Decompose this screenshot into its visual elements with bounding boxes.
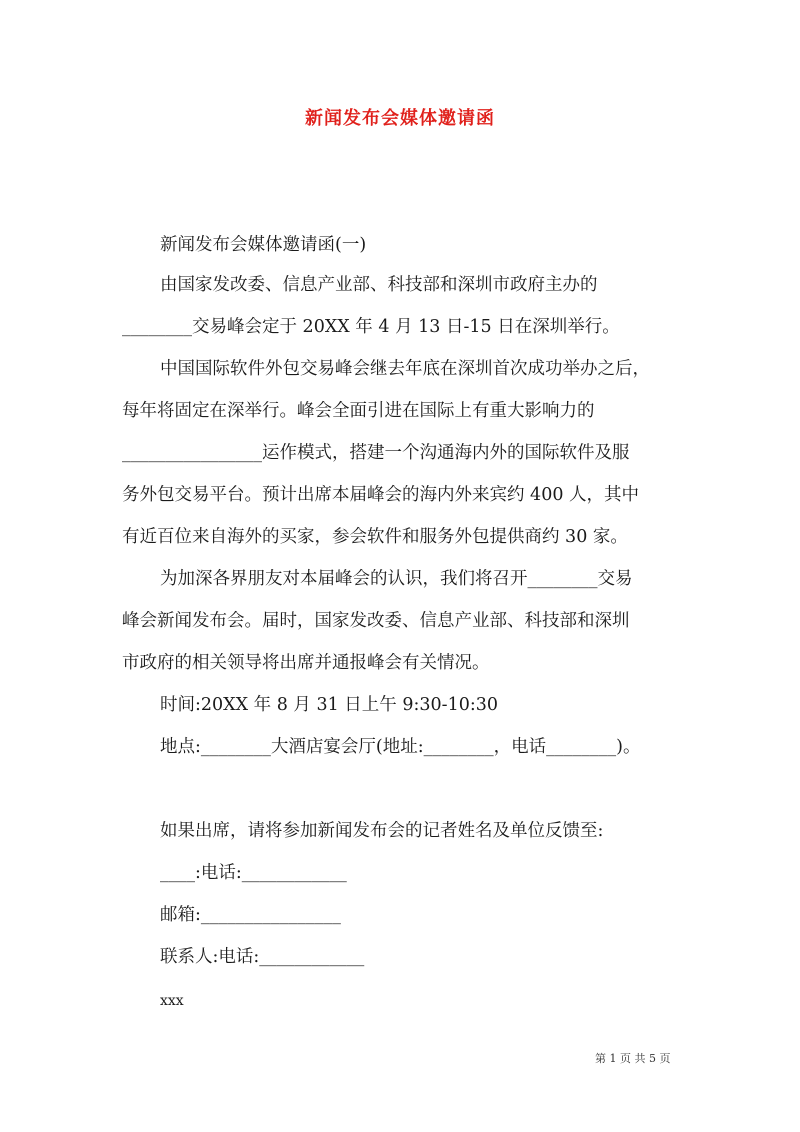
paragraph-line: 市政府的相关领导将出席并通报峰会有关情况。 [122, 653, 490, 673]
page-number: 第 1 页 共 5 页 [595, 1052, 671, 1065]
signature: xxx [160, 993, 184, 1009]
event-time: 时间:20XX 年 8 月 31 日上午 9:30-10:30 [160, 695, 499, 715]
paragraph-line: ________交易峰会定于 20XX 年 4 月 13 日-15 日在深圳举行。 [122, 317, 620, 337]
paragraph-line: 由国家发改委、信息产业部、科技部和深圳市政府主办的 [160, 275, 598, 295]
contact-phone: ____:电话:____________ [160, 863, 347, 883]
contact-person-phone: 联系人:电话:____________ [160, 947, 365, 967]
paragraph-line: 务外包交易平台。预计出席本届峰会的海内外来宾约 400 人，其中 [122, 485, 640, 505]
event-location: 地点:________大酒店宴会厅(地址:________，电话________)。 [160, 737, 641, 757]
section-heading: 新闻发布会媒体邀请函(一) [160, 235, 367, 255]
paragraph-line: 峰会新闻发布会。届时，国家发改委、信息产业部、科技部和深圳 [122, 611, 630, 631]
paragraph-line: 中国国际软件外包交易峰会继去年底在深圳首次成功举办之后， [160, 359, 650, 379]
rsvp-instruction: 如果出席，请将参加新闻发布会的记者姓名及单位反馈至: [160, 821, 604, 841]
paragraph-line: 有近百位来自海外的买家，参会软件和服务外包提供商约 30 家。 [122, 527, 628, 547]
contact-email: 邮箱:________________ [160, 905, 341, 925]
paragraph-line: 为加深各界朋友对本届峰会的认识，我们将召开________交易 [160, 569, 633, 589]
document-title: 新闻发布会媒体邀请函 [305, 108, 495, 129]
paragraph-line: ________________运作模式，搭建一个沟通海内外的国际软件及服 [122, 443, 630, 463]
paragraph-line: 每年将固定在深举行。峰会全面引进在国际上有重大影响力的 [122, 401, 595, 421]
